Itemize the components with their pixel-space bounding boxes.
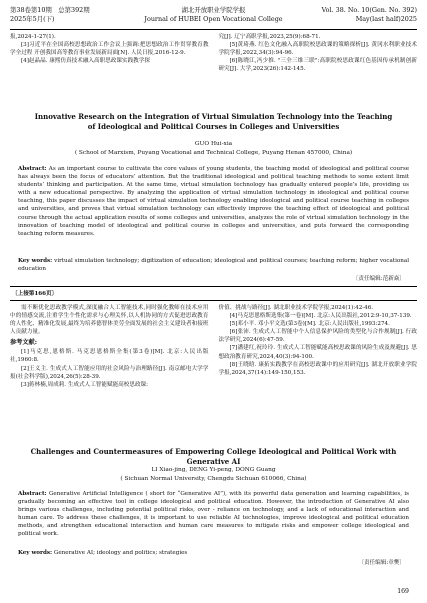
reference-item: [2]王义主. 生成式人工智能应用的社会风险与治理路径[J]. 南京邮电大学学报(社会科学版),2024,26(5):28-39. [10, 365, 209, 380]
abstract-text: As an important course to cultivate the core values of young students, the teaching model of ideological and political course has always been the focus of educators’ attention. But the traditional ideological and political teaching methods to some extent limit students’ thinking and participation. At the same time, virtual simulation technology has gradually entered people’s life, providing us with a new educational perspective. By analyzing the application of virtual simulation technology in ideological and political course teaching, this paper discusses the impact of virtual simulation technology enabling ideological and political course teaching in colleges and universities, and proves that virtual simulation technology can effectively improve the teaching effect of ideological and political course through the actual application results of some colleges and universities, analyzes the role of virtual simulation technology in the innovation of teaching model of ideological and political course in colleges and universities, and puts forward the corresponding teaching reform measures. [18, 166, 409, 237]
references-heading: 参考文献: [10, 339, 38, 347]
keywords-text: Generative AI; ideology and politics; strategies [53, 550, 188, 556]
abstract-label: Abstract: [18, 491, 47, 497]
reference-item: 报,2024-1-27(1). [10, 34, 56, 40]
keywords-text: virtual simulation technology; digitization of education; ideological and political courses; teaching reform; higher vocational education [18, 258, 409, 273]
article1-author: GUO Hui-xia [194, 141, 233, 147]
article3-editor: 〔责任编辑:章樊〕 [358, 560, 405, 566]
article1-abstract [18, 165, 409, 238]
running-header [10, 6, 417, 28]
keywords-label: Key words: [18, 550, 53, 556]
reference-item: [8]王晓晗. 康拓实践教学在高校思政课中的应用研究[J]. 湖北开放职业学院学报,2024,37(14):149-150,153. [218, 361, 417, 376]
article1-editor: 〔责任编辑:范新焱〕 [352, 276, 405, 282]
reference-item: [6]陈晓江,冯少推. "三全三维三联":高职院校思政课红色基因传承机制创新研究[J]. 大学,2023(26):142-145. [218, 58, 417, 73]
header-issue: 第38卷第10期 总第392期 [10, 6, 90, 14]
article1-affiliation: ( School of Marxism, Puyang Vocational and Technical College, Puyang Henan 457000, China) [74, 150, 353, 156]
article2-left-column [10, 304, 209, 389]
article3-authors: LI Xiao-jing, DENG Yi-peng, DONG Guang [151, 467, 276, 473]
header-journal-cn: 湖北开放职业学院学报 [181, 6, 246, 14]
reference-item: [5]邓小平. 邓小平文选(第3卷)[M]. 北京:人民出版社,1993:274. [229, 321, 390, 328]
article3-title: Challenges and Countermeasures of Empowering College Ideological and Political Work with Generative AI [30, 447, 397, 466]
reference-item: [4]赵晶晶. 康熙仿真技术融入高职思政课实践教学探 [21, 58, 150, 65]
section-divider [10, 286, 417, 287]
section-divider [10, 300, 417, 301]
top-ref-left-column [10, 33, 209, 73]
keywords-label: Key words: [18, 258, 53, 264]
abstract-label: Abstract: [18, 166, 47, 172]
reference-item: [1]马克思,恩格斯. 马克思恩格斯全集(第3卷)[M]. 北京:人民出版社,1960:8. [10, 349, 209, 364]
reference-item: [7]潘建红,祝玲玲. 生成式人工智能赋能高校思政课的风险生成及规避[J]. 思想政治教育研究,2024,40(3):94-100. [218, 345, 417, 360]
reference-item: [6]张沛. 生成式人工智能中个人信息保护风险的类型化与合作规制[J]. 行政法学研究,2024(6):47-59. [218, 329, 417, 344]
top-references [10, 33, 417, 73]
header-volume: Vol. 38. No. 10(Gen. No. 392) [321, 6, 417, 14]
body-paragraph: 需不断优化思政教学模式,深度融合人工智能技术,同时强化教师在技术应用中的情感交流,注重学生个性化需求与心理关怀,以人机协同的方式促进思政教育的人性化、精准化发展,最终为培养德智体美劳全面发展的社会主义建设者和接班人贡献力量。 [10, 305, 209, 336]
top-ref-right-column [219, 33, 418, 73]
header-date-en: May(last half)2025 [355, 15, 417, 23]
page-number: 169 [397, 588, 409, 595]
reference-item: 价值、挑战与路径[J]. 湖北职业技术学院学报,2024(1):42-46. [218, 305, 374, 311]
continued-from-label: 〔上接第166页〕 [12, 291, 58, 297]
article3-abstract [18, 490, 409, 539]
abstract-text: Generative Artificial Intelligence ( short for “Generative AI”), with its powerful data generation and learning capabilities, is gradually becoming an effective tool in college ideological and political education. However, the introduction of Generative AI also brings various challenges, including potential political risks, over - reliance on technology, and a lack of educational interaction and human care. To address these challenges, it is important to use reliable AI technologies, improve ideological and political education methods, and strengthen educational interaction and human care measures to mitigate risks and empower college ideological and political work. [18, 491, 409, 538]
reference-item: [3]习近平在全国高校思想政治工作会议上强调:把思想政治工作贯穿教育教学全过程 开创我国高等教育事业发展新局面[N]. 人民日报,2016-12-9. [10, 42, 209, 57]
reference-item: 究[J]. 辽宁高职学报,2023,25(9):68-71. [218, 34, 321, 40]
header-rule [10, 29, 417, 30]
reference-item: [4]马克思恩格斯选集(第一卷)[M]. 北京:人民出版社,2012:9-10,37-139. [229, 313, 412, 320]
reference-item: [3]蒋林楠,周成莉. 生成式人工智能赋能高校思政课: [21, 381, 149, 388]
article2-body [10, 304, 417, 389]
article3-keywords [18, 549, 409, 557]
article1-title: Innovative Research on the Integration of Virtual Simulation Technology into the Teaching of Ideological and Political Courses in Colleges and Universities [34, 112, 393, 131]
article3-affiliation: ( Sichuan Normal University, Chengdu Sichuan 610066, China) [120, 476, 307, 482]
article2-right-column [219, 304, 418, 389]
article1-keywords [18, 257, 409, 273]
reference-item: [5]黄琦燕. 红色文化融入高职院校思政课的策略探析[J]. 黄冈水利职业技术学院学报,2022,34(3):94-96. [218, 42, 417, 57]
header-journal-en: Journal of HUBEI Open Vocational College [144, 15, 283, 23]
header-date-cn: 2025年5月(下) [10, 15, 55, 23]
